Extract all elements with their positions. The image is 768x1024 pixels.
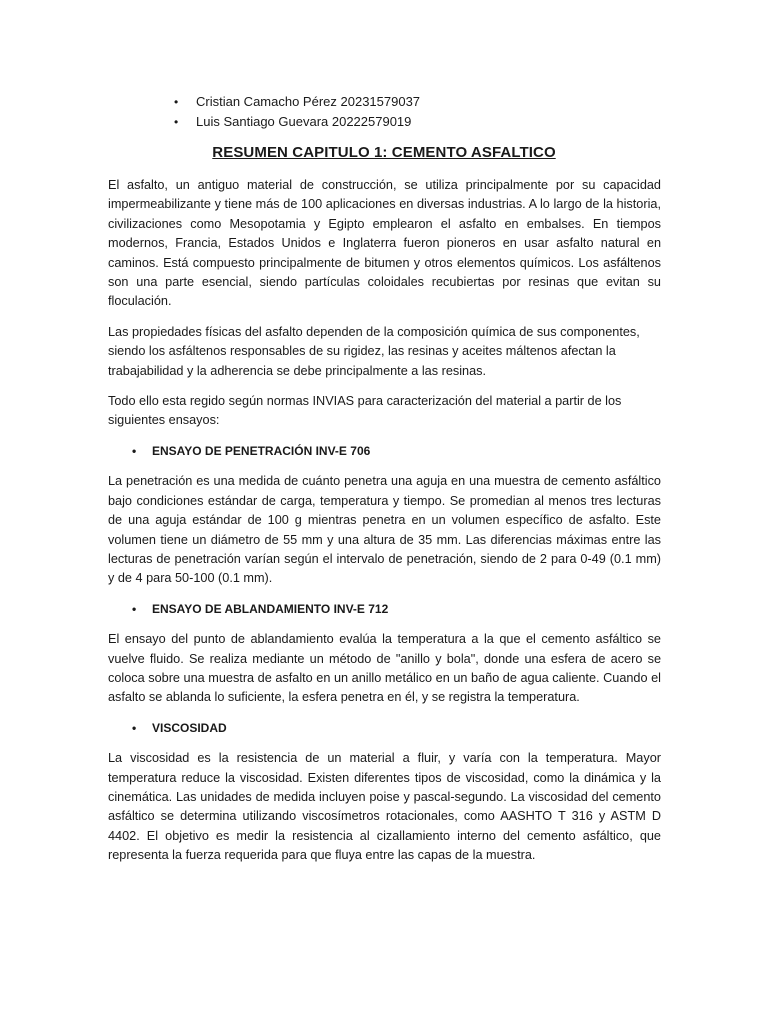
document-title: RESUMEN CAPITULO 1: CEMENTO ASFALTICO	[212, 144, 556, 161]
section-heading-label: ENSAYO DE ABLANDAMIENTO INV-E 712	[152, 601, 389, 616]
author-name: Cristian Camacho Pérez 20231579037	[196, 94, 421, 109]
section-heading-ablandamiento	[108, 600, 661, 619]
author-list	[174, 92, 420, 132]
section-heading-penetracion	[108, 442, 661, 461]
bullet-icon: •	[132, 601, 137, 616]
document-body	[108, 176, 661, 877]
bullet-icon: •	[132, 720, 137, 735]
bullet-icon: •	[174, 115, 179, 129]
section-heading-viscosidad	[108, 719, 661, 738]
paragraph-propiedades: Las propiedades físicas del asfalto dependen de la composición química de sus componentes, siendo los asfáltenos responsables de su rigidez, las resinas y aceites máltenos afectan la trabajabilidad y la adherencia se debe principalmente a las resinas.	[108, 324, 640, 378]
section-body-ablandamiento: El ensayo del punto de ablandamiento evalúa la temperatura a la que el cemento asfáltico se vuelve fluido. Se realiza mediante un método de "anillo y bola", donde una esfera de acero se coloca sobre una muestra de asfalto en un anillo metálico en un baño de agua caliente. Cuando el asfalto se ablanda lo suficiente, la esfera penetra en él, y se registra la temperatura.	[108, 632, 661, 705]
section-heading-label: VISCOSIDAD	[152, 720, 227, 735]
paragraph-normas: Todo ello esta regido según normas INVIAS para caracterización del material a partir de los siguientes ensayos:	[108, 394, 622, 428]
section-body-viscosidad: La viscosidad es la resistencia de un material a fluir, y varía con la temperatura. Mayor temperatura reduce la viscosidad. Existen diferentes tipos de viscosidad, como la dinámica y la cinemática. Las unidades de medida incluyen poise y pascal-segundo. La viscosidad del cemento asfáltico se determina utilizando viscosímetros rotacionales, como AASHTO T 316 y ASTM D 4402. El objetivo es medir la resistencia al cizallamiento interno del cemento asfáltico, que representa la fuerza requerida para que fluya entre las capas de la muestra.	[108, 751, 661, 863]
paragraph-intro: El asfalto, un antiguo material de construcción, se utiliza principalmente por su capacidad impermeabilizante y tiene más de 100 aplicaciones en diversas industrias. A lo largo de la historia, civilizaciones como Mesopotamia y Egipto emplearon el asfalto en embalses. En tiempos modernos, Francia, Estados Unidos e Inglaterra fueron pioneros en usar asfalto natural en caminos. Está compuesto principalmente de bitumen y otros elementos químicos. Los asfáltenos son una parte esencial, siendo partículas coloidales recubiertas por resinas que evitan su floculación.	[108, 178, 661, 309]
bullet-icon: •	[174, 95, 179, 109]
bullet-icon: •	[132, 443, 137, 458]
section-heading-label: ENSAYO DE PENETRACIÓN INV-E 706	[152, 443, 371, 458]
author-item	[174, 92, 420, 112]
author-item	[174, 112, 420, 132]
section-body-penetracion: La penetración es una medida de cuánto penetra una aguja en una muestra de cemento asfáltico bajo condiciones estándar de carga, temperatura y tiempo. Se promedian al menos tres lecturas de una aguja estándar de 100 g mientras penetra en un volumen específico de asfalto. Este volumen tiene un diámetro de 55 mm y una altura de 35 mm. Las diferencias máximas entre las lecturas de penetración varían según el intervalo de penetración, siendo de 2 para 0-49 (0.1 mm) y de 4 para 50-100 (0.1 mm).	[108, 474, 661, 586]
author-name: Luis Santiago Guevara 20222579019	[196, 114, 412, 129]
